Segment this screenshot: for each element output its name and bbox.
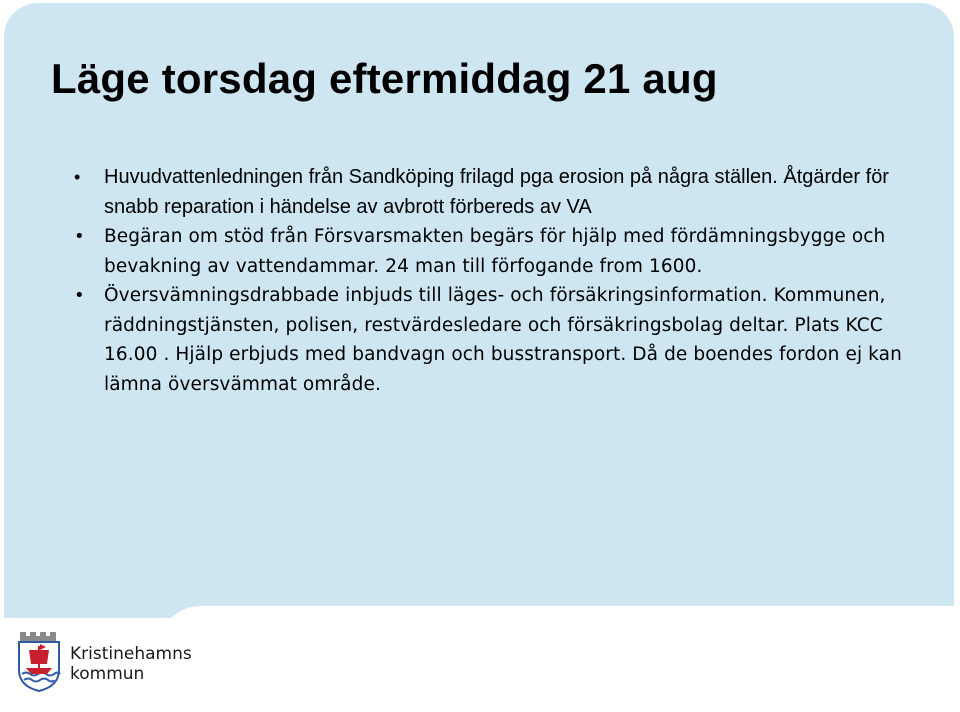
- coat-of-arms-icon: [16, 630, 62, 692]
- bullet-list: [74, 163, 934, 399]
- bullet-item: • Översvämningsdrabbade inbjuds till läges- och försäkringsinformation. Kommunen, räddningstjänsten, polisen, restvärdesledare och försäkringsbolag deltar. Plats KCC 16.00 . Hjälp erbjuds med bandvagn och busstransport. Då de boendes fordon ej kan lämna översvämmat område.: [74, 281, 934, 399]
- logo-text-line1: Kristinehamns: [70, 644, 192, 664]
- slide-background: [4, 3, 954, 706]
- bullet-item: • Begäran om stöd från Försvarsmakten begärs för hjälp med fördämningsbygge och bevakning av vattendammar. 24 man till förfogande from 1600.: [74, 222, 934, 281]
- slide-title: Läge torsdag eftermiddag 21 aug: [51, 55, 718, 102]
- bullet-item: • Huvudvattenledningen från Sandköping frilagd pga erosion på några ställen. Åtgärder för snabb reparation i händelse av avbrott förbereds av VA: [74, 163, 934, 222]
- municipality-logo: [16, 630, 206, 692]
- logo-text: [70, 644, 192, 684]
- logo-text-line2: kommun: [70, 664, 145, 684]
